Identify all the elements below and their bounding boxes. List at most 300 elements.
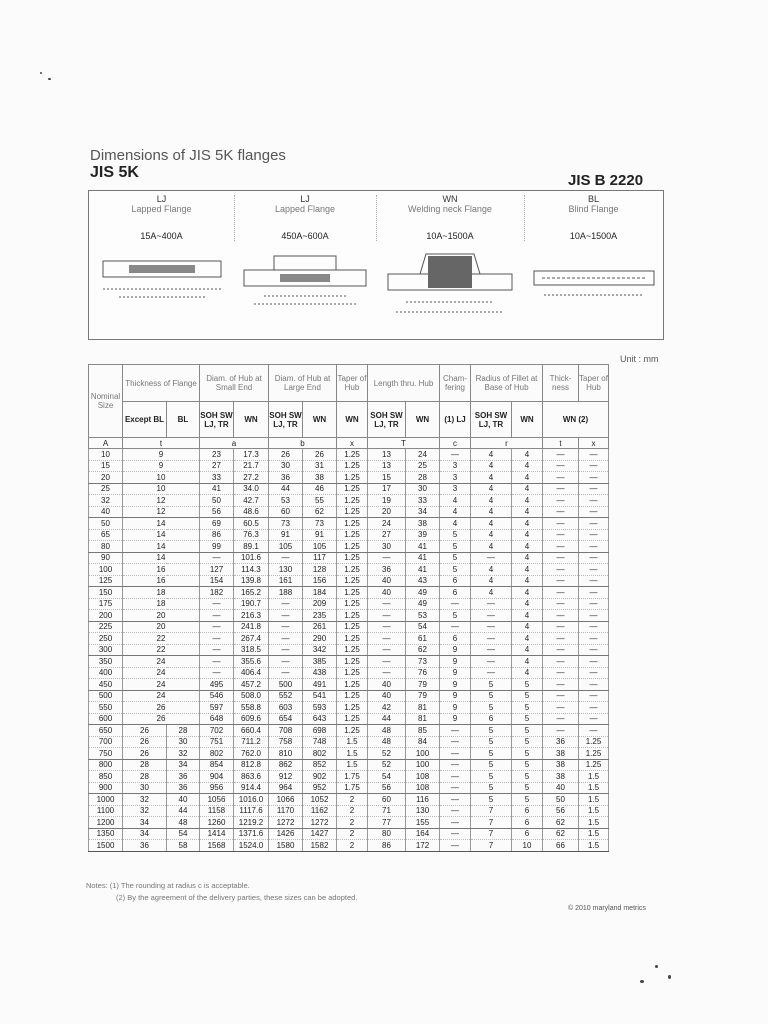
table-cell: 267.4 xyxy=(234,633,269,645)
table-cell: 5 xyxy=(440,552,471,564)
table-row xyxy=(89,610,609,622)
table-cell: 342 xyxy=(303,644,337,656)
table-cell: 290 xyxy=(303,633,337,645)
table-cell: — xyxy=(200,667,234,679)
table-cell: 5 xyxy=(471,771,512,783)
table-row xyxy=(89,449,609,461)
flange-code: LJ xyxy=(156,194,167,204)
symbol-label: c xyxy=(440,438,471,449)
subheader-soh: SOH SW LJ, TR xyxy=(471,402,512,438)
table-cell: 500 xyxy=(269,679,303,691)
scan-speck xyxy=(48,78,51,80)
table-cell: 1414 xyxy=(200,828,234,840)
table-cell: 4 xyxy=(471,483,512,495)
table-cell: 1.25 xyxy=(337,656,368,668)
table-cell: 904 xyxy=(200,771,234,783)
table-cell: 1.25 xyxy=(337,725,368,737)
table-cell: 52 xyxy=(368,759,406,771)
table-cell: — xyxy=(579,541,609,553)
table-cell: 3 xyxy=(440,460,471,472)
symbol-label: t xyxy=(123,438,200,449)
table-cell: 16 xyxy=(123,564,200,576)
col-header-taper-wn: Taper of Hub xyxy=(579,365,609,402)
table-cell: — xyxy=(269,552,303,564)
table-cell: 4 xyxy=(512,633,543,645)
table-cell: 9 xyxy=(440,644,471,656)
table-cell: — xyxy=(579,702,609,714)
table-row xyxy=(89,748,609,760)
table-cell: 26 xyxy=(303,449,337,461)
table-cell: 1.75 xyxy=(337,771,368,783)
table-cell: — xyxy=(471,610,512,622)
table-row xyxy=(89,575,609,587)
table-cell: — xyxy=(200,656,234,668)
table-cell: — xyxy=(579,495,609,507)
table-cell: — xyxy=(543,575,579,587)
table-cell: 7 xyxy=(471,840,512,852)
table-cell: 108 xyxy=(406,771,440,783)
table-cell: 7 xyxy=(471,828,512,840)
flange-range: 10A~1500A xyxy=(569,231,618,241)
table-cell: 5 xyxy=(471,725,512,737)
table-cell: 914.4 xyxy=(234,782,269,794)
table-cell: 660.4 xyxy=(234,725,269,737)
table-cell: 69 xyxy=(200,518,234,530)
table-cell: — xyxy=(471,621,512,633)
table-cell: — xyxy=(543,529,579,541)
table-cell: — xyxy=(200,610,234,622)
table-cell: 1.25 xyxy=(337,518,368,530)
table-cell: 5 xyxy=(471,736,512,748)
table-cell: 854 xyxy=(200,759,234,771)
table-cell: 952 xyxy=(303,782,337,794)
table-cell: 86 xyxy=(368,840,406,852)
col-header-thickness: Thickness of Flange xyxy=(123,365,200,402)
table-cell: — xyxy=(579,690,609,702)
table-cell: 19 xyxy=(368,495,406,507)
table-cell: 62 xyxy=(543,817,579,829)
table-row xyxy=(89,644,609,656)
table-cell: 802 xyxy=(303,748,337,760)
table-cell: 172 xyxy=(406,840,440,852)
scan-speck xyxy=(40,72,42,74)
flange-type-wn xyxy=(376,191,524,339)
table-cell: 5 xyxy=(471,782,512,794)
table-cell: 5 xyxy=(512,713,543,725)
table-cell: 38 xyxy=(406,518,440,530)
table-cell: 53 xyxy=(269,495,303,507)
table-cell: — xyxy=(579,679,609,691)
table-cell: 36 xyxy=(167,782,200,794)
table-cell: 1371.6 xyxy=(234,828,269,840)
table-cell: 13 xyxy=(368,460,406,472)
table-cell: 800 xyxy=(89,759,123,771)
table-cell: 1524.0 xyxy=(234,840,269,852)
dimensions-table xyxy=(88,364,609,852)
table-cell: — xyxy=(543,495,579,507)
table-cell: 49 xyxy=(406,587,440,599)
table-cell: 850 xyxy=(89,771,123,783)
table-cell: 20 xyxy=(368,506,406,518)
table-cell: 32 xyxy=(123,805,167,817)
table-row xyxy=(89,598,609,610)
table-cell: — xyxy=(543,449,579,461)
table-cell: 60 xyxy=(269,506,303,518)
table-cell: 6 xyxy=(440,633,471,645)
table-row xyxy=(89,782,609,794)
table-cell: 1.25 xyxy=(337,679,368,691)
table-cell: — xyxy=(440,759,471,771)
table-cell: — xyxy=(543,621,579,633)
table-cell: 5 xyxy=(440,541,471,553)
table-cell: 52 xyxy=(368,748,406,760)
col-header-taper: Taper of Hub xyxy=(337,365,368,402)
table-cell: 4 xyxy=(471,518,512,530)
flange-diagrams xyxy=(88,190,664,340)
table-cell: 654 xyxy=(269,713,303,725)
table-notes xyxy=(86,880,357,904)
symbol-label: r xyxy=(471,438,543,449)
table-cell: 912 xyxy=(269,771,303,783)
table-cell: 17.3 xyxy=(234,449,269,461)
table-cell: 1580 xyxy=(269,840,303,852)
table-cell: 24 xyxy=(123,679,200,691)
table-cell: 9 xyxy=(440,690,471,702)
table-cell: 80 xyxy=(368,828,406,840)
table-cell: 188 xyxy=(269,587,303,599)
flange-type-bl xyxy=(524,191,663,339)
table-cell: 48 xyxy=(368,725,406,737)
page-subtitle: JIS 5K xyxy=(90,164,139,181)
table-row xyxy=(89,529,609,541)
table-cell: 56 xyxy=(368,782,406,794)
table-cell: 44 xyxy=(269,483,303,495)
table-cell: 4 xyxy=(512,472,543,484)
table-cell: 1.25 xyxy=(337,483,368,495)
table-cell: 43 xyxy=(406,575,440,587)
table-cell: — xyxy=(543,552,579,564)
table-cell: 40 xyxy=(368,690,406,702)
table-cell: — xyxy=(269,598,303,610)
page-title: Dimensions of JIS 5K flanges xyxy=(90,147,286,164)
table-cell: 4 xyxy=(512,564,543,576)
table-cell: 762.0 xyxy=(234,748,269,760)
table-cell: 50 xyxy=(89,518,123,530)
table-cell: 16 xyxy=(123,575,200,587)
table-cell: 48 xyxy=(167,817,200,829)
table-cell: 1.25 xyxy=(337,587,368,599)
table-cell: 41 xyxy=(406,541,440,553)
table-cell: 50 xyxy=(200,495,234,507)
table-cell: 5 xyxy=(471,679,512,691)
table-cell: 62 xyxy=(543,828,579,840)
table-cell: 1.25 xyxy=(337,552,368,564)
table-cell: 5 xyxy=(512,690,543,702)
table-cell: 1.5 xyxy=(579,817,609,829)
table-cell: 33 xyxy=(406,495,440,507)
table-cell: 5 xyxy=(512,782,543,794)
table-cell: 4 xyxy=(512,587,543,599)
table-cell: — xyxy=(440,621,471,633)
table-cell: 500 xyxy=(89,690,123,702)
table-cell: 73 xyxy=(406,656,440,668)
table-cell: 28 xyxy=(123,759,167,771)
table-cell: 54 xyxy=(167,828,200,840)
table-cell: 1.25 xyxy=(337,610,368,622)
table-row xyxy=(89,828,609,840)
table-row xyxy=(89,713,609,725)
table-cell: 4 xyxy=(512,518,543,530)
table-cell: 758 xyxy=(269,736,303,748)
table-cell: 5 xyxy=(471,702,512,714)
table-cell: — xyxy=(440,449,471,461)
table-cell: 4 xyxy=(512,449,543,461)
table-cell: 101.6 xyxy=(234,552,269,564)
table-cell: 355.6 xyxy=(234,656,269,668)
table-cell: 1.25 xyxy=(337,472,368,484)
table-cell: — xyxy=(269,667,303,679)
symbol-label: T xyxy=(368,438,440,449)
table-cell: 48 xyxy=(368,736,406,748)
table-cell: 1.25 xyxy=(337,621,368,633)
table-cell: 30 xyxy=(123,782,167,794)
table-cell: 139.8 xyxy=(234,575,269,587)
table-cell: 4 xyxy=(512,495,543,507)
table-cell: 4 xyxy=(471,495,512,507)
table-cell: 600 xyxy=(89,713,123,725)
table-cell: 38 xyxy=(303,472,337,484)
table-cell: 1500 xyxy=(89,840,123,852)
table-cell: — xyxy=(543,564,579,576)
table-cell: — xyxy=(440,828,471,840)
table-cell: 32 xyxy=(89,495,123,507)
table-cell: 40 xyxy=(167,794,200,806)
table-cell: — xyxy=(440,771,471,783)
table-cell: 558.8 xyxy=(234,702,269,714)
col-header-thickness-wn: Thick-ness xyxy=(543,365,579,402)
standard-code: JIS B 2220 xyxy=(568,172,644,189)
table-cell: — xyxy=(368,552,406,564)
table-cell: 182 xyxy=(200,587,234,599)
table-cell: 902 xyxy=(303,771,337,783)
table-cell: 53 xyxy=(406,610,440,622)
table-cell: 130 xyxy=(406,805,440,817)
table-cell: 4 xyxy=(512,552,543,564)
table-cell: — xyxy=(200,621,234,633)
table-cell: 24 xyxy=(368,518,406,530)
table-cell: — xyxy=(269,621,303,633)
table-cell: 2 xyxy=(337,805,368,817)
table-cell: 2 xyxy=(337,817,368,829)
subheader-wn: WN xyxy=(337,402,368,438)
table-cell: 4 xyxy=(471,564,512,576)
table-cell: 41 xyxy=(406,564,440,576)
table-cell: 4 xyxy=(440,518,471,530)
table-cell: 550 xyxy=(89,702,123,714)
table-cell: 748 xyxy=(303,736,337,748)
table-cell: 1.75 xyxy=(337,782,368,794)
table-cell: 4 xyxy=(512,460,543,472)
table-cell: 22 xyxy=(123,633,200,645)
scan-speck xyxy=(668,975,671,979)
table-cell: 30 xyxy=(406,483,440,495)
col-header-hub-large-end: Diam. of Hub at Large End xyxy=(269,365,337,402)
table-cell: 491 xyxy=(303,679,337,691)
table-cell: — xyxy=(579,518,609,530)
table-cell: 457.2 xyxy=(234,679,269,691)
table-cell: 863.6 xyxy=(234,771,269,783)
table-cell: 22 xyxy=(123,644,200,656)
table-cell: 27.2 xyxy=(234,472,269,484)
table-cell: — xyxy=(579,587,609,599)
table-cell: 1219.2 xyxy=(234,817,269,829)
table-cell: 1.25 xyxy=(337,644,368,656)
table-cell: 7 xyxy=(471,817,512,829)
table-cell: 28 xyxy=(123,771,167,783)
table-cell: 86 xyxy=(200,529,234,541)
table-cell: 25 xyxy=(89,483,123,495)
subheader-soh: SOH SW LJ, TR xyxy=(368,402,406,438)
table-cell: 156 xyxy=(303,575,337,587)
table-cell: 60 xyxy=(368,794,406,806)
table-cell: 128 xyxy=(303,564,337,576)
table-cell: 5 xyxy=(440,529,471,541)
scan-speck xyxy=(655,965,658,968)
table-cell: 5 xyxy=(512,736,543,748)
table-cell: 28 xyxy=(167,725,200,737)
table-cell: 4 xyxy=(471,449,512,461)
table-cell: 30 xyxy=(167,736,200,748)
subheader-except-bl: Except BL xyxy=(123,402,167,438)
table-cell: — xyxy=(471,552,512,564)
table-cell: 1.5 xyxy=(337,736,368,748)
table-cell: 1260 xyxy=(200,817,234,829)
flange-code: LJ xyxy=(300,194,310,204)
table-cell: 438 xyxy=(303,667,337,679)
table-row xyxy=(89,656,609,668)
scan-speck xyxy=(640,980,644,983)
table-cell: 4 xyxy=(512,541,543,553)
table-cell: 2 xyxy=(337,828,368,840)
table-cell: — xyxy=(471,667,512,679)
table-cell: 241.8 xyxy=(234,621,269,633)
table-cell: 56 xyxy=(200,506,234,518)
symbol-label: x xyxy=(579,438,609,449)
table-cell: 708 xyxy=(269,725,303,737)
symbol-label: A xyxy=(89,438,123,449)
col-header-hub-small-end: Diam. of Hub at Small End xyxy=(200,365,269,402)
table-cell: 12 xyxy=(123,495,200,507)
subheader-bl: BL xyxy=(167,402,200,438)
table-cell: 125 xyxy=(89,575,123,587)
table-cell: 50 xyxy=(543,794,579,806)
table-cell: 100 xyxy=(406,748,440,760)
table-cell: 2 xyxy=(337,840,368,852)
table-cell: — xyxy=(543,483,579,495)
table-cell: 495 xyxy=(200,679,234,691)
table-cell: — xyxy=(579,610,609,622)
table-cell: 400 xyxy=(89,667,123,679)
table-cell: 20 xyxy=(123,610,200,622)
unit-label: Unit : mm xyxy=(620,354,659,364)
table-cell: 5 xyxy=(471,759,512,771)
table-cell: 32 xyxy=(123,794,167,806)
table-cell: — xyxy=(440,805,471,817)
table-cell: 34.0 xyxy=(234,483,269,495)
table-cell: 23 xyxy=(200,449,234,461)
table-cell: 546 xyxy=(200,690,234,702)
table-cell: 13 xyxy=(368,449,406,461)
table-cell: — xyxy=(471,633,512,645)
table-cell: 34 xyxy=(123,828,167,840)
table-cell: 114.3 xyxy=(234,564,269,576)
table-cell: 711.2 xyxy=(234,736,269,748)
table-cell: 702 xyxy=(200,725,234,737)
table-cell: 26 xyxy=(269,449,303,461)
table-cell: 26 xyxy=(123,702,200,714)
table-cell: 385 xyxy=(303,656,337,668)
table-cell: — xyxy=(543,506,579,518)
table-cell: 4 xyxy=(471,541,512,553)
table-row xyxy=(89,679,609,691)
table-cell: 9 xyxy=(440,713,471,725)
table-cell: 1.5 xyxy=(579,782,609,794)
symbol-label: x xyxy=(337,438,368,449)
table-cell: 14 xyxy=(123,529,200,541)
table-cell: 4 xyxy=(471,506,512,518)
table-cell: 698 xyxy=(303,725,337,737)
table-cell: 1.25 xyxy=(337,564,368,576)
table-cell: 79 xyxy=(406,679,440,691)
table-cell: 164 xyxy=(406,828,440,840)
table-cell: 1.25 xyxy=(337,449,368,461)
table-cell: 20 xyxy=(89,472,123,484)
table-cell: 1272 xyxy=(269,817,303,829)
table-cell: 4 xyxy=(440,495,471,507)
table-cell: — xyxy=(368,633,406,645)
table-cell: — xyxy=(269,656,303,668)
table-cell: — xyxy=(543,690,579,702)
table-cell: 26 xyxy=(123,748,167,760)
table-cell: 810 xyxy=(269,748,303,760)
table-cell: 650 xyxy=(89,725,123,737)
subheader-soh: SOH SW LJ, TR xyxy=(269,402,303,438)
table-cell: 38 xyxy=(543,759,579,771)
table-row xyxy=(89,805,609,817)
table-row xyxy=(89,840,609,852)
table-cell: 38 xyxy=(543,771,579,783)
table-cell: — xyxy=(200,598,234,610)
table-cell: — xyxy=(579,633,609,645)
table-cell: 49 xyxy=(406,598,440,610)
table-cell: 5 xyxy=(512,759,543,771)
table-cell: 1.25 xyxy=(337,690,368,702)
table-cell: 34 xyxy=(123,817,167,829)
col-header-chamfering: Cham-fering xyxy=(440,365,471,402)
table-cell: 812.8 xyxy=(234,759,269,771)
subheader-lj: (1) LJ xyxy=(440,402,471,438)
flange-name: Blind Flange xyxy=(568,204,619,214)
table-row xyxy=(89,794,609,806)
table-cell: 200 xyxy=(89,610,123,622)
table-cell: 184 xyxy=(303,587,337,599)
table-cell: 4 xyxy=(512,483,543,495)
table-cell: — xyxy=(440,725,471,737)
table-cell: 36 xyxy=(269,472,303,484)
table-cell: 117 xyxy=(303,552,337,564)
table-row xyxy=(89,736,609,748)
table-cell: 4 xyxy=(512,656,543,668)
